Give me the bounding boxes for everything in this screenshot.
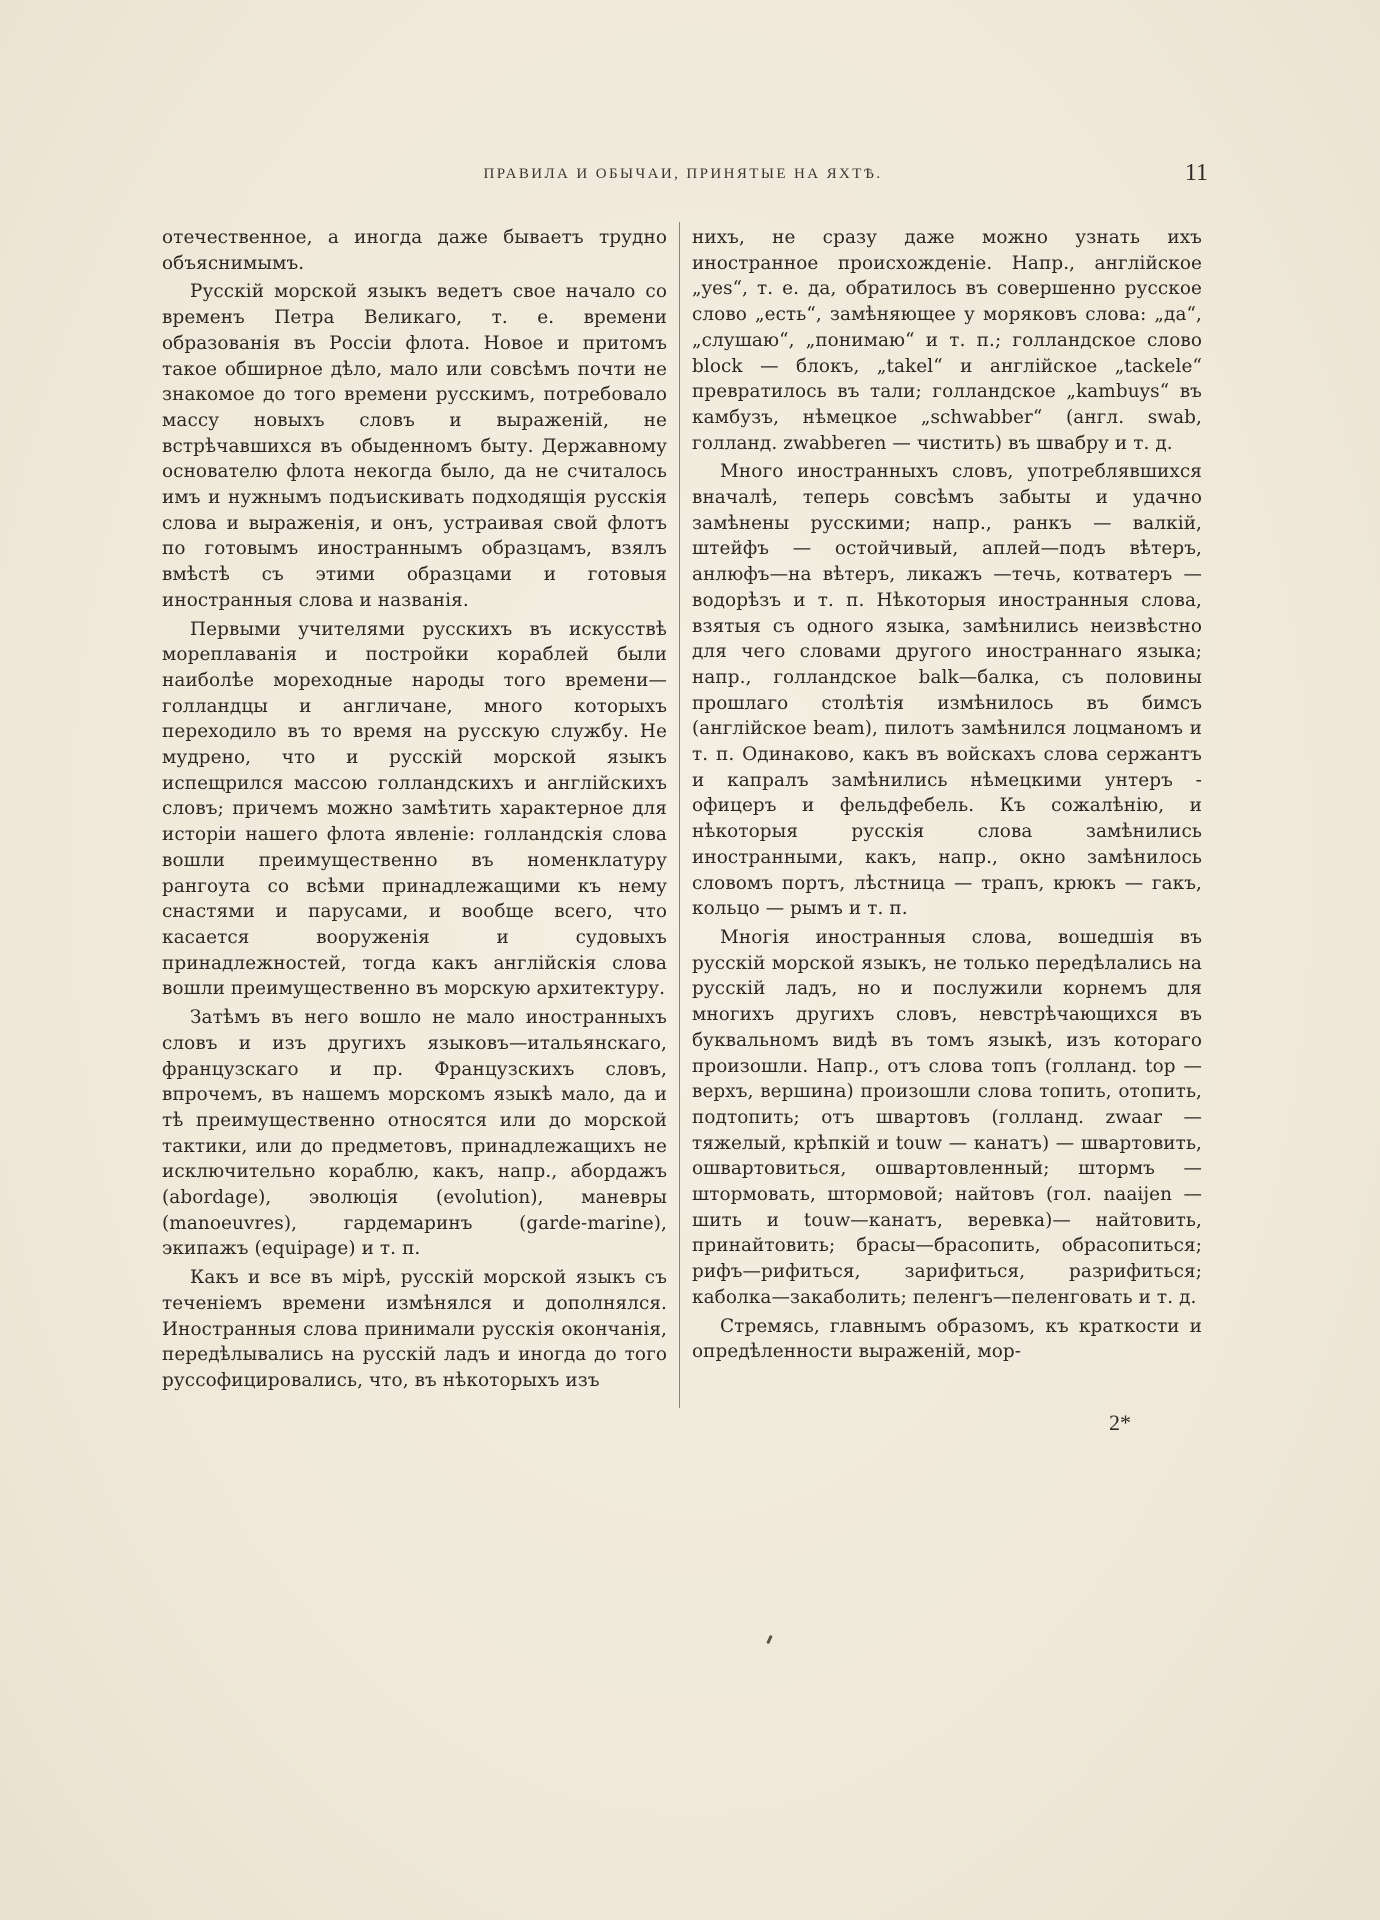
paragraph: Затѣмъ въ него вошло не мало иностранныхъ словъ и изъ другихъ языковъ—итальянскаго, французскаго и пр. Французскихъ словъ, впрочемъ, въ нашемъ морскомъ языкѣ мало, да и тѣ преимущественно относятся или до морской тактики, или до предметовъ, принадлежащихъ не исключительно кораблю, какъ, напр., абордажъ (abordage), эволюція (evolution), маневры (manoeuvres), гардемаринъ (garde-marine), экипажъ (equipage) и т. п.: [162, 1007, 667, 1260]
paragraph: Первыми учителями русскихъ въ искусствѣ мореплаванія и постройки кораблей были наиболѣе мореходные народы того времени—голландцы и англичане, много которыхъ переходило въ то время на русскую службу. Не мудрено, что и русскій морской языкъ испещрился массою голландскихъ и англійскихъ словъ; причемъ можно замѣтить характерное для исторіи нашего флота явленіе: голландскія слова вошли преимущественно въ номенклатуру рангоута со всѣми принадлежащими къ нему снастями и парусами, и вообще всего, что касается вооруженія и судовыхъ принадлежностей, тогда какъ англійскія слова вошли преимущественно въ морскую архитектуру.: [162, 618, 667, 1000]
paragraph: Какъ и все въ мірѣ, русскій морской языкъ съ теченіемъ времени измѣнялся и дополнялся. Иностранныя слова принимали русскія окончанія, передѣлывались на русскій ладъ и иногда до того руссофицировались, что, въ нѣкоторыхъ изъ: [162, 1267, 667, 1391]
paragraph: Русскій морской языкъ ведетъ свое начало со временъ Петра Великаго, т. е. времени образованія въ Россіи флота. Новое и притомъ такое обширное дѣло, мало или совсѣмъ почти не знакомое до того времени русскимъ, потребовало массу новыхъ словъ и выраженій, не встрѣчавшихся въ обыденномъ быту. Державному основателю флота некогда было, да не считалось имъ и нужнымъ подъискивать подходящія русскія слова и выраженія, и онъ, устраивая свой флотъ по готовымъ иностраннымъ образцамъ, взялъ вмѣстѣ съ этими образцами и готовыя иностранныя слова и названія.: [162, 281, 667, 611]
paragraph: нихъ, не сразу даже можно узнать ихъ иностранное происхожденіе. Напр., англійское „yes“, т. е. да, обратилось въ совершенно русское слово „есть“, замѣняющее у моряковъ слова: „да“, „слушаю“, „понимаю“ и т. п.; голландское слово block — блокъ, „takel“ и англійское „tackele“ превратилось въ тали; голландское „kambuys“ въ камбузъ, нѣмецкое „schwabber“ (англ. swab, голланд. zwabberen — чистить) въ швабру и т. д.: [692, 227, 1202, 454]
running-title: ПРАВИЛА И ОБЫЧАИ, ПРИНЯТЫЕ НА ЯХТѢ.: [483, 166, 883, 182]
paragraph: Стремясь, главнымъ образомъ, къ краткости и опредѣленности выраженій, мор-: [692, 1315, 1202, 1363]
left-column: [162, 225, 667, 1397]
running-head: [158, 162, 1208, 192]
signature-mark: 2*: [1109, 1410, 1131, 1435]
paragraph: Многія иностранныя слова, вошедшія въ русскій морской языкъ, не только передѣлались на русскій ладъ, но и послужили корнемъ для многихъ другихъ словъ, невстрѣчающихся въ буквальномъ видѣ въ томъ языкѣ, изъ котораго произошли. Напр., отъ слова топъ (голланд. top — верхъ, вершина) произошли слова топить, отопить, подтопить; отъ швартовъ (голланд. zwaar — тяжелый, крѣпкій и touw — канатъ) — швартовить, ошвартовиться, ошвартовленный; штормъ — штормовать, штормовой; найтовъ (гол. naaijen — шить и touw—канатъ, веревка)— найтовить, принайтовить; брасы—брасопить, обрасопиться; рифъ—рифиться, зарифиться, разрифиться; каболка—закаболить; пеленгъ—пеленговать и т. д.: [692, 926, 1202, 1308]
ink-speck: [766, 1635, 773, 1644]
paragraph: отечественное, а иногда даже бываетъ трудно объяснимымъ.: [162, 227, 667, 274]
page-number: 11: [1184, 160, 1208, 186]
column-divider: [679, 222, 680, 1408]
right-column: [692, 225, 1202, 1368]
paragraph: Много иностранныхъ словъ, употреблявшихся вначалѣ, теперь совсѣмъ забыты и удачно замѣнены русскими; напр., ранкъ — валкій, штейфъ — остойчивый, аплей—подъ вѣтеръ, анлюфъ—на вѣтеръ, ликажъ —течь, котватеръ — водорѣзъ и т. п. Нѣкоторыя иностранныя слова, взятыя съ одного языка, замѣнились неизвѣстно для чего словами другого иностраннаго языка; напр., голландское balk—балка, съ половины прошлаго столѣтія измѣнилось въ бимсъ (англійское beam), пилотъ замѣнился лоцманомъ и т. п. Одинаково, какъ въ войскахъ слова сержантъ и капралъ замѣнились нѣмецкими унтеръ - офицеръ и фельдфебель. Къ сожалѣнію, и нѣкоторыя русскія слова замѣнились иностранными, какъ, напр., окно замѣнилось словомъ портъ, лѣстница — трапъ, крюкъ — гакъ, кольцо — рымъ и т. п.: [692, 461, 1202, 920]
